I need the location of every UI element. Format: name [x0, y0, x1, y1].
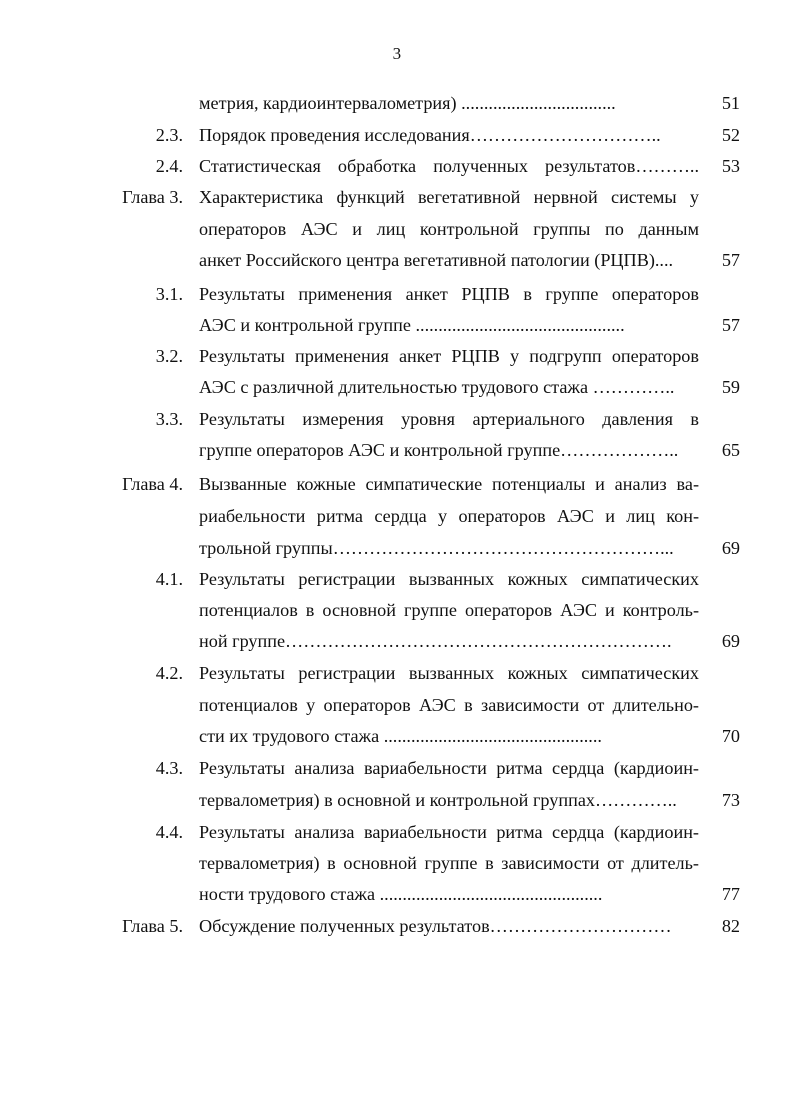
toc-entry-number: 4.3. [155, 758, 183, 778]
toc-entry-text: потенциалов у операторов АЭС в зависимости от длительно- [199, 695, 699, 715]
toc-page-number: 77 [721, 884, 740, 904]
toc-page-number: 82 [721, 916, 740, 936]
toc-chapter-label: Глава 3. [122, 187, 183, 207]
toc-entry-text: риабельности ритма сердца у операторов АЭС и лиц кон- [199, 506, 699, 526]
toc-entry-text: АЭС и контрольной группе .............................................. [199, 315, 625, 335]
toc-entry-number: 4.4. [155, 822, 183, 842]
toc-entry-text: Обсуждение полученных результатов………………………… [199, 916, 672, 936]
toc-entry-text: Результаты применения анкет РЦПВ в группе операторов [199, 284, 699, 304]
page-number: 3 [392, 44, 402, 63]
toc-entry-text: Статистическая обработка полученных результатов……….. [199, 156, 699, 176]
toc-entry-text: ности трудового стажа ................................................. [199, 884, 603, 904]
toc-page-number: 52 [721, 125, 740, 145]
toc-entry-text: АЭС с различной длительностью трудового стажа ………….. [199, 377, 675, 397]
toc-entry-text: операторов АЭС и лиц контрольной группы по данным [199, 219, 699, 239]
toc-entry-text: потенциалов в основной группе операторов АЭС и контроль- [199, 600, 699, 620]
toc-entry-number: 2.4. [155, 156, 183, 176]
toc-entry-number: 4.2. [155, 663, 183, 683]
toc-entry-number: 4.1. [155, 569, 183, 589]
toc-entry-text: Характеристика функций вегетативной нервной системы у [199, 187, 699, 207]
toc-entry-number: 3.3. [155, 409, 183, 429]
toc-chapter-label: Глава 4. [122, 474, 183, 494]
toc-entry-text: Результаты анализа вариабельности ритма сердца (кардиоин- [199, 822, 699, 842]
toc-page-number: 73 [721, 790, 740, 810]
toc-page-number: 69 [721, 538, 740, 558]
toc-page-number: 69 [721, 631, 740, 651]
toc-entry-text: тервалометрия) в основной группе в зависимости от длитель- [199, 853, 699, 873]
toc-entry-text: трольной группы………………………………………………... [199, 538, 674, 558]
toc-entry-text: Вызванные кожные симпатические потенциалы и анализ ва- [199, 474, 699, 494]
toc-page-number: 57 [721, 250, 740, 270]
toc-entry-number: 3.1. [155, 284, 183, 304]
toc-entry-number: 3.2. [155, 346, 183, 366]
toc-page-number: 57 [721, 315, 740, 335]
toc-entry-text: Порядок проведения исследования………………………….. [199, 125, 661, 145]
toc-page-number: 53 [721, 156, 740, 176]
toc-entry-text: Результаты анализа вариабельности ритма сердца (кардиоин- [199, 758, 699, 778]
toc-entry-text: Результаты регистрации вызванных кожных симпатических [199, 663, 699, 683]
toc-page-number: 51 [721, 93, 740, 113]
toc-entry-number: 2.3. [155, 125, 183, 145]
toc-page-number: 59 [721, 377, 740, 397]
toc-page-number: 65 [721, 440, 740, 460]
toc-entry-text: анкет Российского центра вегетативной патологии (РЦПВ).... [199, 250, 674, 270]
toc-entry-text: Результаты применения анкет РЦПВ у подгрупп операторов [199, 346, 699, 366]
toc-entry-text: сти их трудового стажа ................................................ [199, 726, 602, 746]
toc-entry-text: Результаты регистрации вызванных кожных симпатических [199, 569, 699, 589]
toc-page-number: 70 [721, 726, 740, 746]
toc-entry-text: Результаты измерения уровня артериального давления в [199, 409, 699, 429]
toc-entry-text: тервалометрия) в основной и контрольной группах………….. [199, 790, 677, 810]
toc-chapter-label: Глава 5. [122, 916, 183, 936]
toc-entry-text: метрия, кардиоинтервалометрия) .................................. [199, 93, 616, 113]
toc-entry-text: ной группе………………………………………………………. [199, 631, 672, 651]
toc-entry-text: группе операторов АЭС и контрольной группе……………….. [199, 440, 679, 460]
